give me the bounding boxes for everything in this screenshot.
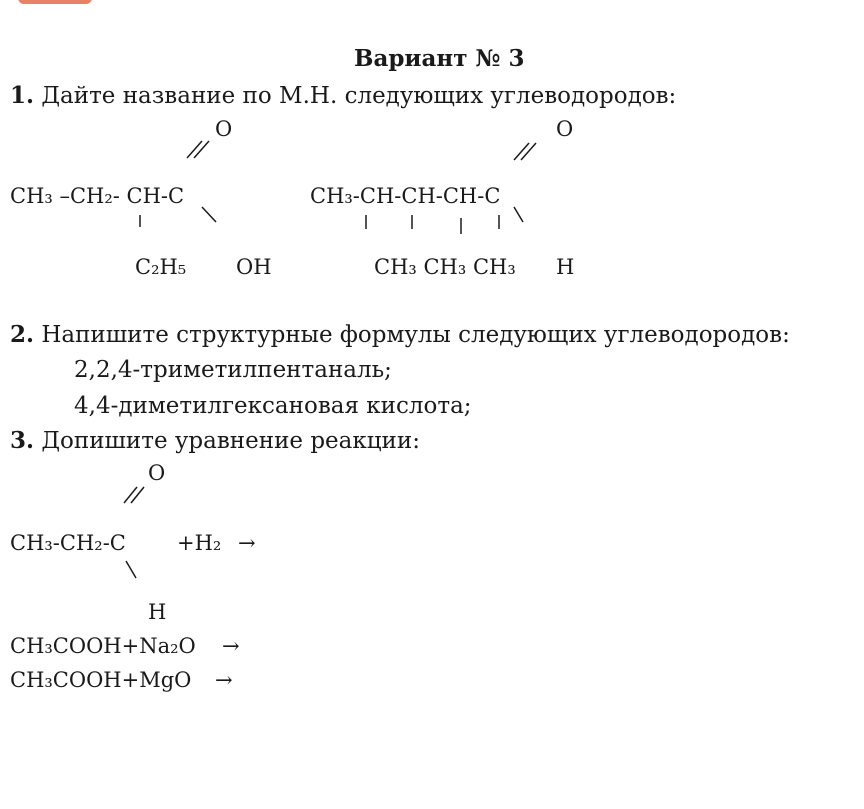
eq1-double-bond <box>124 487 137 503</box>
mol1-chain: CH₃ –CH₂- CH-C <box>10 184 185 208</box>
task-3-number: 3. <box>10 427 35 454</box>
eq1-chain: CH₃-CH₂-C <box>10 531 126 555</box>
mol2-branches: CH₃ CH₃ CH₃ <box>374 255 516 279</box>
eq2-formula: CH₃COOH+Na₂O <box>10 634 196 658</box>
mol1-oxygen: O <box>215 117 233 141</box>
mol2-single-bond-h <box>514 207 523 222</box>
mol1-single-bond-oh <box>202 207 216 222</box>
task-1-number: 1. <box>10 82 35 109</box>
eq1-hydrogen: H <box>148 600 167 624</box>
task-3-text: Допишите уравнение реакции: <box>34 428 420 454</box>
task-1-text: Дайте название по М.Н. следующих углеводородов: <box>34 83 677 109</box>
task-2-text: Напишите структурные формулы следующих углеводородов: <box>34 322 790 348</box>
task-2-item: 4,4-диметилгексановая кислота; <box>74 393 472 419</box>
eq1-reagent: +H₂ <box>177 531 222 555</box>
variant-title: Вариант № 3 <box>354 45 525 72</box>
task-2-number: 2. <box>10 321 35 348</box>
mol1-double-bond <box>194 141 209 158</box>
mol1-double-bond <box>187 141 202 158</box>
eq1-arrow: → <box>238 531 256 555</box>
eq1-double-bond <box>131 487 144 503</box>
eq3-arrow: → <box>215 668 233 692</box>
mol2-double-bond <box>521 143 536 160</box>
task-2 <box>10 323 790 347</box>
task-2-item: 2,2,4-триметилпентаналь; <box>74 357 392 383</box>
cropped-header-mark <box>18 0 92 4</box>
mol2-oxygen: O <box>556 117 574 141</box>
task-3 <box>10 429 420 453</box>
mol1-branch: C₂H₅ <box>135 255 187 279</box>
mol1-hydroxyl: OH <box>236 255 272 279</box>
eq2-arrow: → <box>222 634 240 658</box>
eq1-oxygen: O <box>148 461 166 485</box>
mol2-chain: CH₃-CH-CH-CH-C <box>310 184 501 208</box>
eq3-formula: CH₃COOH+MgO <box>10 668 192 692</box>
mol2-hydrogen: H <box>556 255 575 279</box>
mol2-double-bond <box>514 143 529 160</box>
task-1 <box>10 84 676 108</box>
eq1-single-bond-h <box>126 561 136 578</box>
